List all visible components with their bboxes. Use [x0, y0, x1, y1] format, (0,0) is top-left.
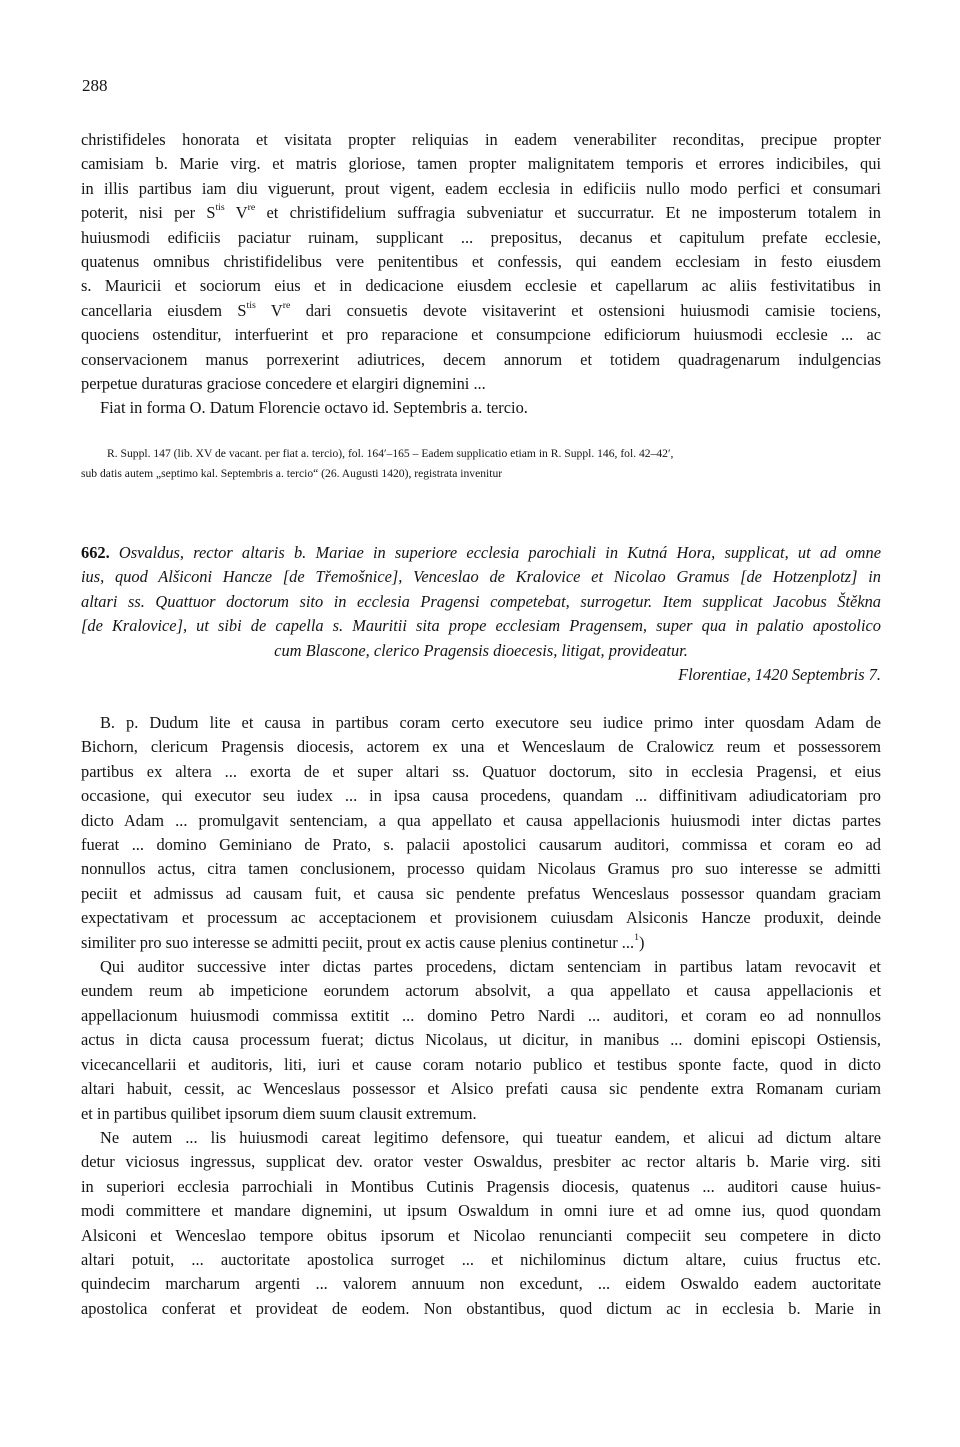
superscript: tis [215, 202, 225, 214]
text-line: altari habuit, cessit, ac Wenceslaus possessor et Alsico prefati causa sic pendente extra Romanam curiam [81, 1079, 881, 1099]
text-line: similiter pro suo interesse se admitti peciit, prout ex actis cause plenius continetur ...$^1$) [81, 931, 645, 952]
text-line: fuerat ... domino Geminiano de Prato, s. palacii apostolici causarum auditori, commissa et coram eo ad [81, 835, 881, 855]
superscript: re [282, 299, 291, 311]
text-line: in superiori ecclesia parrochiali in Montibus Cutinis Pragensis diocesis, quatenus ... auditori cause huius- [81, 1176, 881, 1196]
text-line: detur viciosus ingressus, supplicat dev. orator vester Oswaldus, presbiter ac rector altaris b. Marie virg. siti [81, 1152, 881, 1172]
text-line: Ne autem ... lis huiusmodi careat legitimo defensore, qui tueatur eandem, et alicui ad dictum altare [100, 1127, 881, 1147]
footnote-ref: 1 [634, 931, 639, 943]
text-line: occasione, qui executor seu iudex ... in ipsa causa procedens, quandam ... diffinitivam adiudicatoriam pro [81, 786, 881, 806]
fiat-line: Fiat in forma O. Datum Florencie octavo id. Septembris a. tercio. [100, 398, 528, 418]
text-line: poterit, nisi per $S^{tis}$ Vre et christifidelium suffragia subveniatur et succurratur. Et ne imposterum totalem in [81, 202, 882, 223]
text-line: apostolica conferat et provideat de eodem. Non obstantibus, quod dictum ac in ecclesia b. Marie in [81, 1298, 881, 1318]
text-line: quociens ostenditur, interfuerint et pro reparacione et consumpcione edificiorum huiusmodi ecclesie ... ac [81, 325, 881, 345]
text-line: appellacionum huiusmodi commissa extitit ... domino Petro Nardi ... auditori, et coram eo ad nonnullos [81, 1005, 881, 1025]
text-line: actus in dicta causa processum fuerat; dictus Nicolaus, ut dicitur, in manibus ... domini episcopi Ostiensis, [81, 1030, 881, 1050]
text-line: huiusmodi edificiis paciatur ruinam, supplicant ... prepositus, decanus et capitulum prefate ecclesie, [81, 227, 881, 247]
text-line: quindecim marcharum argenti ... valorem annuum non excedunt, ... eidem Oswaldo eadem auctoritate [81, 1274, 881, 1294]
text-line: nonnullos actus, citra tamen conclusionem, processo quidam Nicolaus Gramus pro suo interesse se admitti [81, 859, 881, 879]
regest-line: ius, quod Alšiconi Hancze [de Třemošnice], Venceslao de Kralovice et Nicolao Gramus [de Hotzenplotz] in [81, 567, 881, 587]
place-date: Florentiae, 1420 Septembris 7. [678, 665, 881, 685]
text-line: partibus ex altera ... exorta de et super altari ss. Quatuor doctorum, sito in ecclesia Pragensi, et eius [81, 761, 881, 781]
text-line: et in partibus quilibet ipsorum diem suum clausit extremum. [81, 1103, 477, 1123]
entry-regest [81, 541, 881, 687]
text-line: modi committere et mandare dignemini, ut ipsum Oswaldum in omni iure et ad omne ius, quod quondam [81, 1201, 881, 1221]
text-line: eundem reum ab impeticione eorundem actorum absolvit, a qua appellato et causa appellacionis et [81, 981, 881, 1001]
text-line: B. p. Dudum lite et causa in partibus coram certo executore seu iudice primo inter quosdam Adam de [100, 713, 881, 732]
text-line: s. Mauricii et sociorum eius et in dedicacione eiusdem ecclesie et capellarum ac aliis festivitatibus in [81, 276, 881, 296]
text-line: dicto Adam ... promulgavit sentenciam, a qua appellato et causa appellacionis huiusmodi inter dictas partes [81, 810, 881, 830]
note-line: sub datis autem „septimo kal. Septembris a. tercio“ (26. Augusti 1420), registrata invenitur [81, 467, 503, 480]
text-line: in illis partibus iam diu viguerunt, prout vigent, eadem ecclesia in edificiis nullo modo perfici et consumari [81, 178, 881, 198]
regest-line: [de Kralovice], ut sibi de capella s. Mauritii sita prope ecclesiam Pragensem, super qua in palatio apostolico [81, 616, 881, 636]
source-note [81, 444, 881, 484]
text-line: christifideles honorata et visitata propter reliquias in eadem venerabiliter reconditas, precipue propter [81, 130, 881, 149]
text-line: conservacionem manus porrexerint adiutrices, decem annorum et totidem quadragenarum indulgencias [81, 349, 881, 369]
text-line: Alsiconi et Wenceslao tempore obitus ipsorum et Nicolao renuncianti compeciit seu competere in dicto [81, 1225, 881, 1245]
superscript: re [247, 202, 256, 214]
text-line: perpetue duraturas graciose concedere et elargiri dignemini ... [81, 374, 486, 394]
text-line: quatenus omnibus christifidelibus vere penitentibus et confessis, qui eandem ecclesiam in festo eiusdem [81, 252, 881, 272]
text-line: altari potuit, ... auctoritate apostolica surroget ... et nichilominus dictum altare, cuius fructus etc. [81, 1249, 881, 1269]
note-line: R. Suppl. 147 (lib. XV de vacant. per fiat a. tercio), fol. 164′–165 – Eadem supplicatio etiam in R. Suppl. 146, fol. 42–42′, [107, 447, 674, 460]
text-line: vicecancellarii et auditoris, liti, iuri et cause coram notario publico et testibus sponte facte, quod in dicto [81, 1054, 881, 1074]
body-paragraph [81, 711, 881, 1321]
text-line: peciit et admissus ad causam fuit, et causa sic pendente prefatus Wenceslaus possessor quandam graciam [81, 883, 881, 903]
text-line: expectativam et processum ac acceptacionem et provisionem cuiusdam Alsiconis Hancze produxit, deinde [81, 908, 881, 928]
regest-line: cum Blascone, clerico Pragensis dioecesis, litigat, provideatur. [274, 640, 688, 660]
text-line: camisiam b. Marie virg. et matris gloriose, tamen propter malignitatem temporis et errores indicibiles, qui [81, 154, 881, 174]
text-line: Qui auditor successive inter dictas partes procedens, dictam sentenciam in partibus latam revocavit et [100, 957, 881, 977]
regest-line: 662. Osvaldus, rector altaris b. Mariae in superiore ecclesia parochiali in Kutná Hora, supplicat, ut ad omne [81, 543, 881, 562]
regest-line: altari ss. Quattuor doctorum sito in ecclesia Pragensi competebat, surrogetur. Item supplicat Jacobus Štěkna [81, 591, 881, 611]
superscript: tis [246, 299, 256, 311]
text-line: cancellaria eiusdem $S^{tis}$ Vre dari consuetis devote visitaverint et ostensioni huiusmodi camisie tociens, [81, 299, 881, 320]
text-line: Bichorn, clericum Pragensis diocesis, actorem ex una et Wenceslaum de Cralowicz reum et possessorem [81, 737, 881, 757]
continuation-paragraph [81, 128, 881, 421]
page-number: 288 [82, 76, 108, 95]
entry-number: 662. [81, 543, 110, 562]
